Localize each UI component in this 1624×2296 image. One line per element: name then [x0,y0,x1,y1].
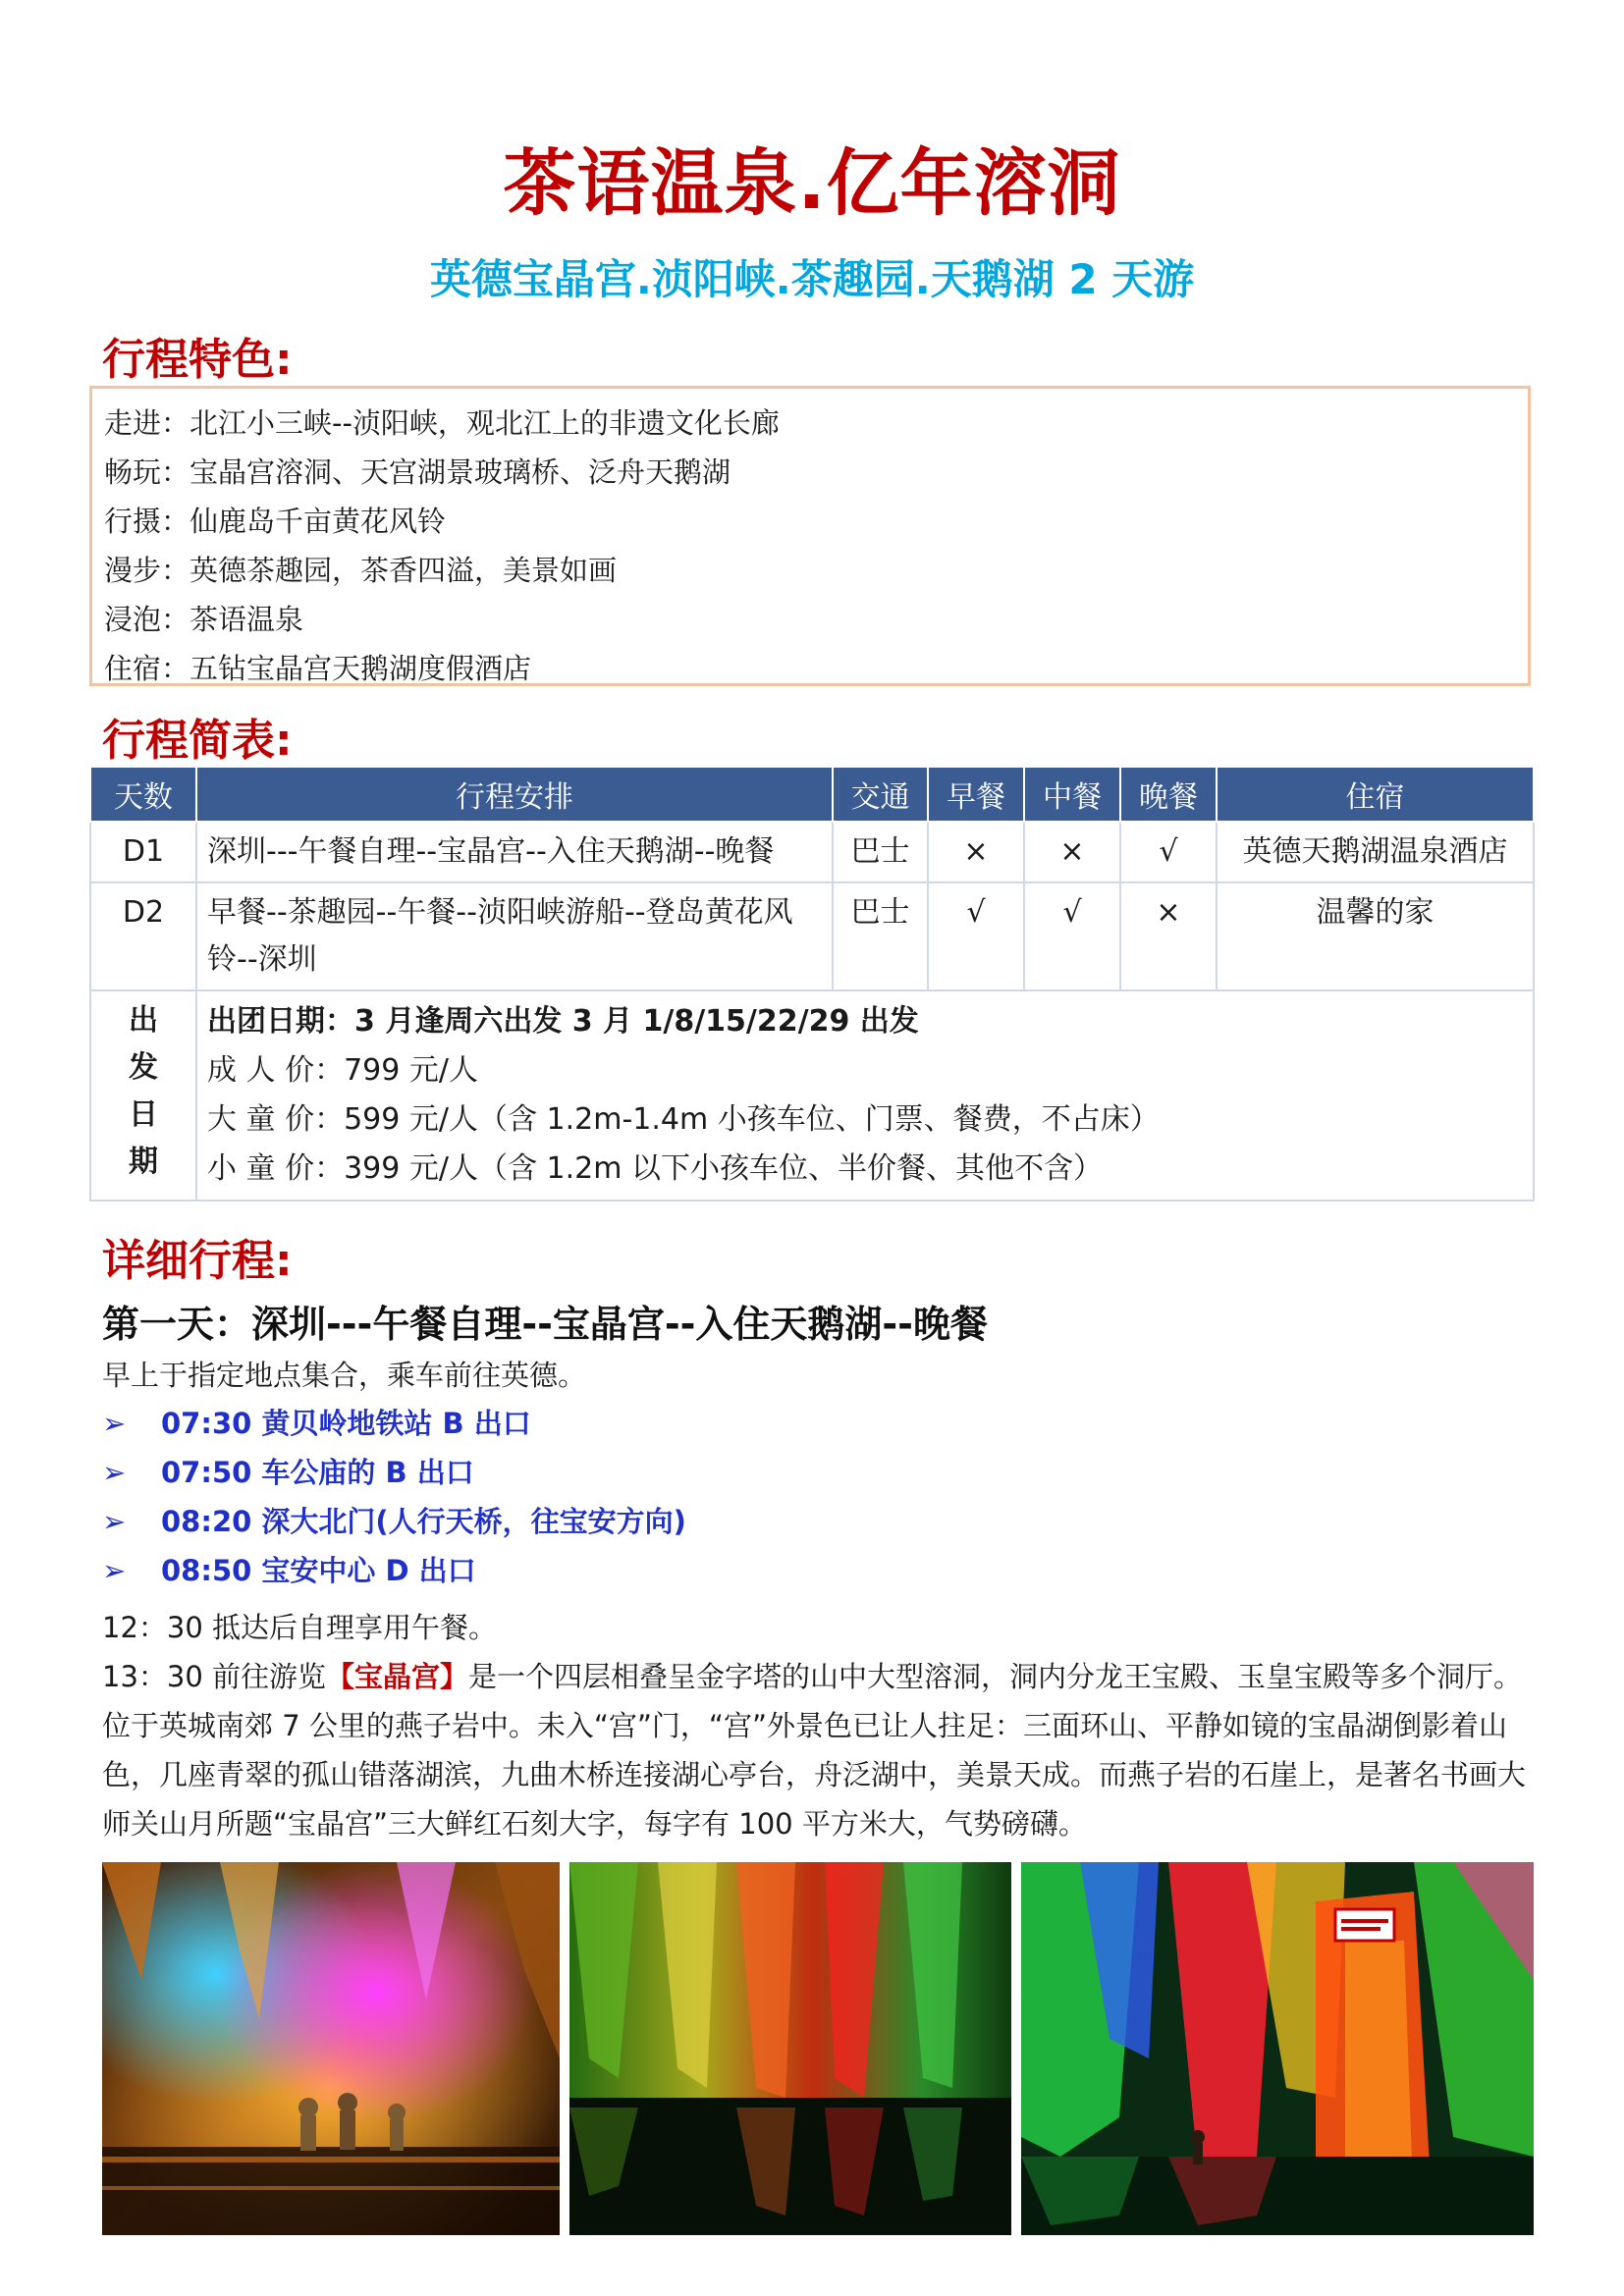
features-heading: 行程特色: [102,335,293,385]
features-box [89,386,1531,686]
pickup-item [102,1399,686,1448]
table-cell: D1 [90,822,196,882]
lunch-note: 12：30 抵达后自理享用午餐。 [102,1611,498,1644]
desc-body: 是一个四层相叠呈金字塔的山中大型溶洞，洞内分龙王宝殿、玉皇宝殿等多个洞厅。位于英城南郊 7 公里的燕子岩中。未入“宫”门，“宫”外景色已让人拄足：三面环山、平静如镜的宝晶湖倒影着山色，几座青翠的孤山错落湖滨，九曲木桥连接湖心亭台，舟泛湖中，美景天成。而燕子岩的石崖上，是著名书画大师关山月所题“宝晶宫”三大鲜红石刻大字，每字有 100 平方米大，气势磅礴。 [102,1660,1527,1841]
table-cell: √ [1120,822,1217,882]
departure-label [90,990,196,1201]
day1-intro: 早上于指定地点集合，乘车前往英德。 [102,1359,587,1392]
pickup-text: 08:20 深大北门(人行天桥，往宝安方向) [161,1505,686,1538]
pickup-item [102,1497,686,1546]
departure-dates: 出团日期：3 月逢周六出发 3 月 1/8/15/22/29 出发 [207,1004,919,1039]
column-header: 行程安排 [196,767,833,822]
departure-label-char: 出 [129,1003,158,1038]
feature-item: 住宿：五钻宝晶宫天鹅湖度假酒店 [104,652,532,685]
baojinggong-description [102,1652,1545,1848]
desc-prefix: 13：30 前往游览 [102,1660,327,1693]
table-cell: 深圳---午餐自理--宝晶宫--入住天鹅湖--晚餐 [196,822,833,882]
departure-row [90,990,1534,1201]
pickup-item [102,1546,686,1595]
cave-photo-3 [1021,1862,1534,2235]
page-subtitle: 英德宝晶宫.浈阳峡.茶趣园.天鹅湖 2 天游 [429,255,1195,303]
feature-item: 行摄：仙鹿岛千亩黄花风铃 [104,505,447,538]
feature-item: 畅玩：宝晶宫溶洞、天宫湖景玻璃桥、泛舟天鹅湖 [104,455,731,489]
summary-heading: 行程简表: [102,716,293,766]
arrow-bullet-icon: ➢ [102,1554,127,1587]
pickup-item [102,1448,686,1497]
departure-info [196,990,1534,1201]
feature-item: 走进：北江小三峡--浈阳峡，观北江上的非遗文化长廊 [104,406,780,440]
table-row [90,822,1534,882]
column-header: 中餐 [1024,767,1120,822]
departure-label-char: 日 [129,1097,158,1132]
table-cell: 巴士 [833,882,928,990]
table-row [90,882,1534,990]
cave-photo-1 [102,1862,560,2235]
itinerary-table [89,766,1535,1201]
cave-photo-2 [569,1862,1011,2235]
column-header: 交通 [833,767,928,822]
desc-highlight: 【宝晶宫】 [326,1660,469,1693]
table-cell: × [928,822,1024,882]
column-header: 晚餐 [1120,767,1217,822]
table-cell: × [1120,882,1217,990]
table-cell: 温馨的家 [1217,882,1534,990]
departure-label-char: 发 [129,1050,158,1085]
table-cell: √ [1024,882,1120,990]
departure-label-char: 期 [129,1145,158,1179]
page-title: 茶语温泉.亿年溶洞 [503,141,1121,226]
pickup-list [102,1399,686,1595]
table-cell: 巴士 [833,822,928,882]
pickup-text: 07:50 车公庙的 B 出口 [161,1456,474,1489]
table-cell: 英德天鹅湖温泉酒店 [1217,822,1534,882]
column-header: 早餐 [928,767,1024,822]
column-header: 天数 [90,767,196,822]
small-child-price: 小 童 价：399 元/人（含 1.2m 以下小孩车位、半价餐、其他不含） [207,1151,1103,1186]
big-child-price: 大 童 价：599 元/人（含 1.2m-1.4m 小孩车位、门票、餐费，不占床） [207,1102,1160,1137]
pickup-text: 07:30 黄贝岭地铁站 B 出口 [161,1407,531,1440]
day1-title: 第一天：深圳---午餐自理--宝晶宫--入住天鹅湖--晚餐 [102,1303,988,1346]
detail-heading: 详细行程: [102,1236,293,1286]
adult-price: 成 人 价：799 元/人 [207,1053,478,1088]
arrow-bullet-icon: ➢ [102,1505,127,1538]
table-cell: D2 [90,882,196,990]
table-header-row [90,767,1534,822]
arrow-bullet-icon: ➢ [102,1456,127,1489]
column-header: 住宿 [1217,767,1534,822]
table-cell: 早餐--茶趣园--午餐--浈阳峡游船--登岛黄花风铃--深圳 [196,882,833,990]
feature-item: 漫步：英德茶趣园，茶香四溢，美景如画 [104,554,618,587]
table-cell: √ [928,882,1024,990]
arrow-bullet-icon: ➢ [102,1407,127,1440]
table-cell: × [1024,822,1120,882]
feature-item: 浸泡：茶语温泉 [104,603,304,636]
pickup-text: 08:50 宝安中心 D 出口 [161,1554,476,1587]
